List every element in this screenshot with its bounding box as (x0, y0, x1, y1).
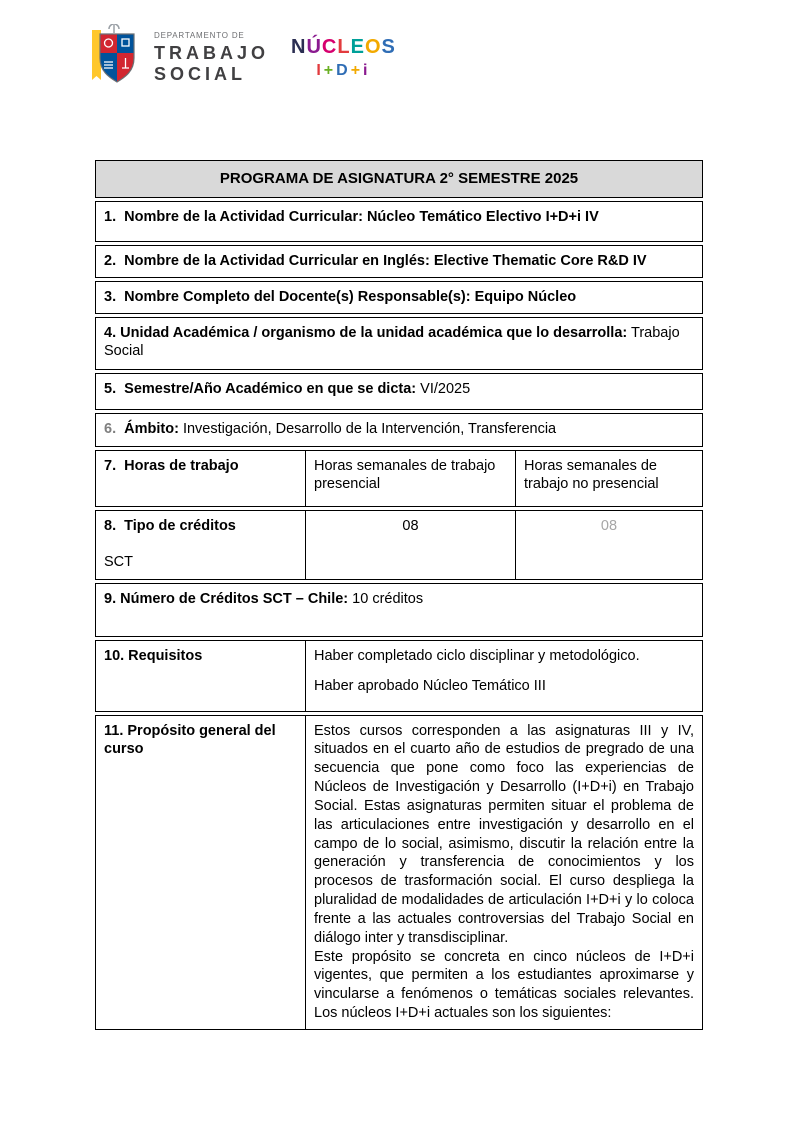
semestre-label: 5. Semestre/Año Académico en que se dicta: (104, 380, 417, 397)
nucleos-idi-mark: I+D+i (316, 62, 371, 80)
proposito-cell (305, 716, 702, 1030)
semestre-value: VI/2025 (420, 380, 471, 397)
requisito-2: Haber aprobado Núcleo Temático III (314, 678, 546, 695)
docente-responsable-text: 3. Nombre Completo del Docente(s) Responsable(s): Equipo Núcleo (104, 288, 577, 305)
requisito-1: Haber completado ciclo disciplinar y metodológico. (314, 647, 640, 664)
row-nombre-ingles (95, 245, 703, 278)
proposito-paragraph-1: Estos cursos corresponden a las asignaturas III y IV, situados en el cuarto año de estudios de pregrado de una secuencia que pone como foco las experiencias de Núcleos de Investigación y Desarrollo (I+D+i) en Trabajo Social. Estas asignaturas permiten situar el problema de las articulaciones entre investigación y desarrollo en el campo de lo social, asimismo, discutir la relación entre la generación y transferencia de conocimientos y los procesos de trasformación social. El curso despliega la pluralidad de modalidades de articulación I+D+i y lo coloca frente a las actuales controversias del Trabajo Social en diálogo inter y transdisciplinar. (314, 722, 694, 946)
numero-creditos-value: 10 créditos (352, 590, 424, 607)
page-header (86, 24, 396, 92)
row-ambito (95, 413, 703, 447)
department-label-line1: TRABAJO (154, 43, 270, 64)
university-crest-icon (86, 24, 142, 92)
horas-presencial-label: Horas semanales de trabajo presencial (305, 451, 515, 506)
requisitos-cell (305, 641, 702, 711)
nucleos-wordmark: NÚCLEOS (291, 36, 396, 59)
nucleos-logo (291, 34, 396, 82)
creditos-no-presencial-value: 08 (515, 511, 702, 579)
row-semestre (95, 373, 703, 410)
row-proposito-general (95, 715, 703, 1031)
horas-trabajo-label: 7. Horas de trabajo (104, 457, 239, 474)
department-wordmark (154, 31, 269, 85)
ambito-value: Investigación, Desarrollo de la Intervención, Transferencia (182, 420, 557, 437)
ambito-number: 6. (104, 420, 117, 437)
sct-label: SCT (104, 554, 133, 571)
requisitos-label: 10. Requisitos (104, 647, 203, 664)
numero-creditos-label: 9. Número de Créditos SCT – Chile: (104, 590, 349, 607)
program-table (95, 160, 703, 1030)
table-title: PROGRAMA DE ASIGNATURA 2° SEMESTRE 2025 (95, 160, 703, 198)
nombre-actividad-text: 1. Nombre de la Actividad Curricular: Núcleo Temático Electivo I+D+i IV (104, 208, 599, 225)
department-label-line2: SOCIAL (154, 64, 247, 85)
row-unidad-academica (95, 317, 703, 370)
creditos-presencial-value: 08 (305, 511, 515, 579)
unidad-academica-label: 4. Unidad Académica / organismo de la unidad académica que lo desarrolla: (104, 324, 628, 341)
unidad-academica-value: Trabajo Social (104, 324, 680, 360)
row-docente-responsable (95, 281, 703, 314)
row-requisitos (95, 640, 703, 712)
row-nombre-actividad (95, 201, 703, 242)
row-tipo-creditos (95, 510, 703, 580)
nombre-ingles-text: 2. Nombre de la Actividad Curricular en Inglés: Elective Thematic Core R&D IV (104, 252, 647, 269)
ambito-label: Ámbito: (116, 420, 179, 437)
tipo-creditos-label: 8. Tipo de créditos (104, 517, 236, 534)
department-label-small: DEPARTAMENTO DE (154, 31, 245, 41)
row-numero-creditos (95, 583, 703, 637)
row-horas-trabajo (95, 450, 703, 507)
proposito-paragraph-2: Este propósito se concreta en cinco núcleos de I+D+i vigentes, que permiten a los estudiantes aproximarse y vincularse a fenómenos o temáticas sociales relevantes. Los núcleos I+D+i actuales son los siguientes: (314, 948, 694, 1022)
proposito-label: 11. Propósito general del curso (104, 722, 276, 758)
tipo-creditos-cell (96, 511, 305, 579)
horas-no-presencial-label: Horas semanales de trabajo no presencial (515, 451, 702, 506)
